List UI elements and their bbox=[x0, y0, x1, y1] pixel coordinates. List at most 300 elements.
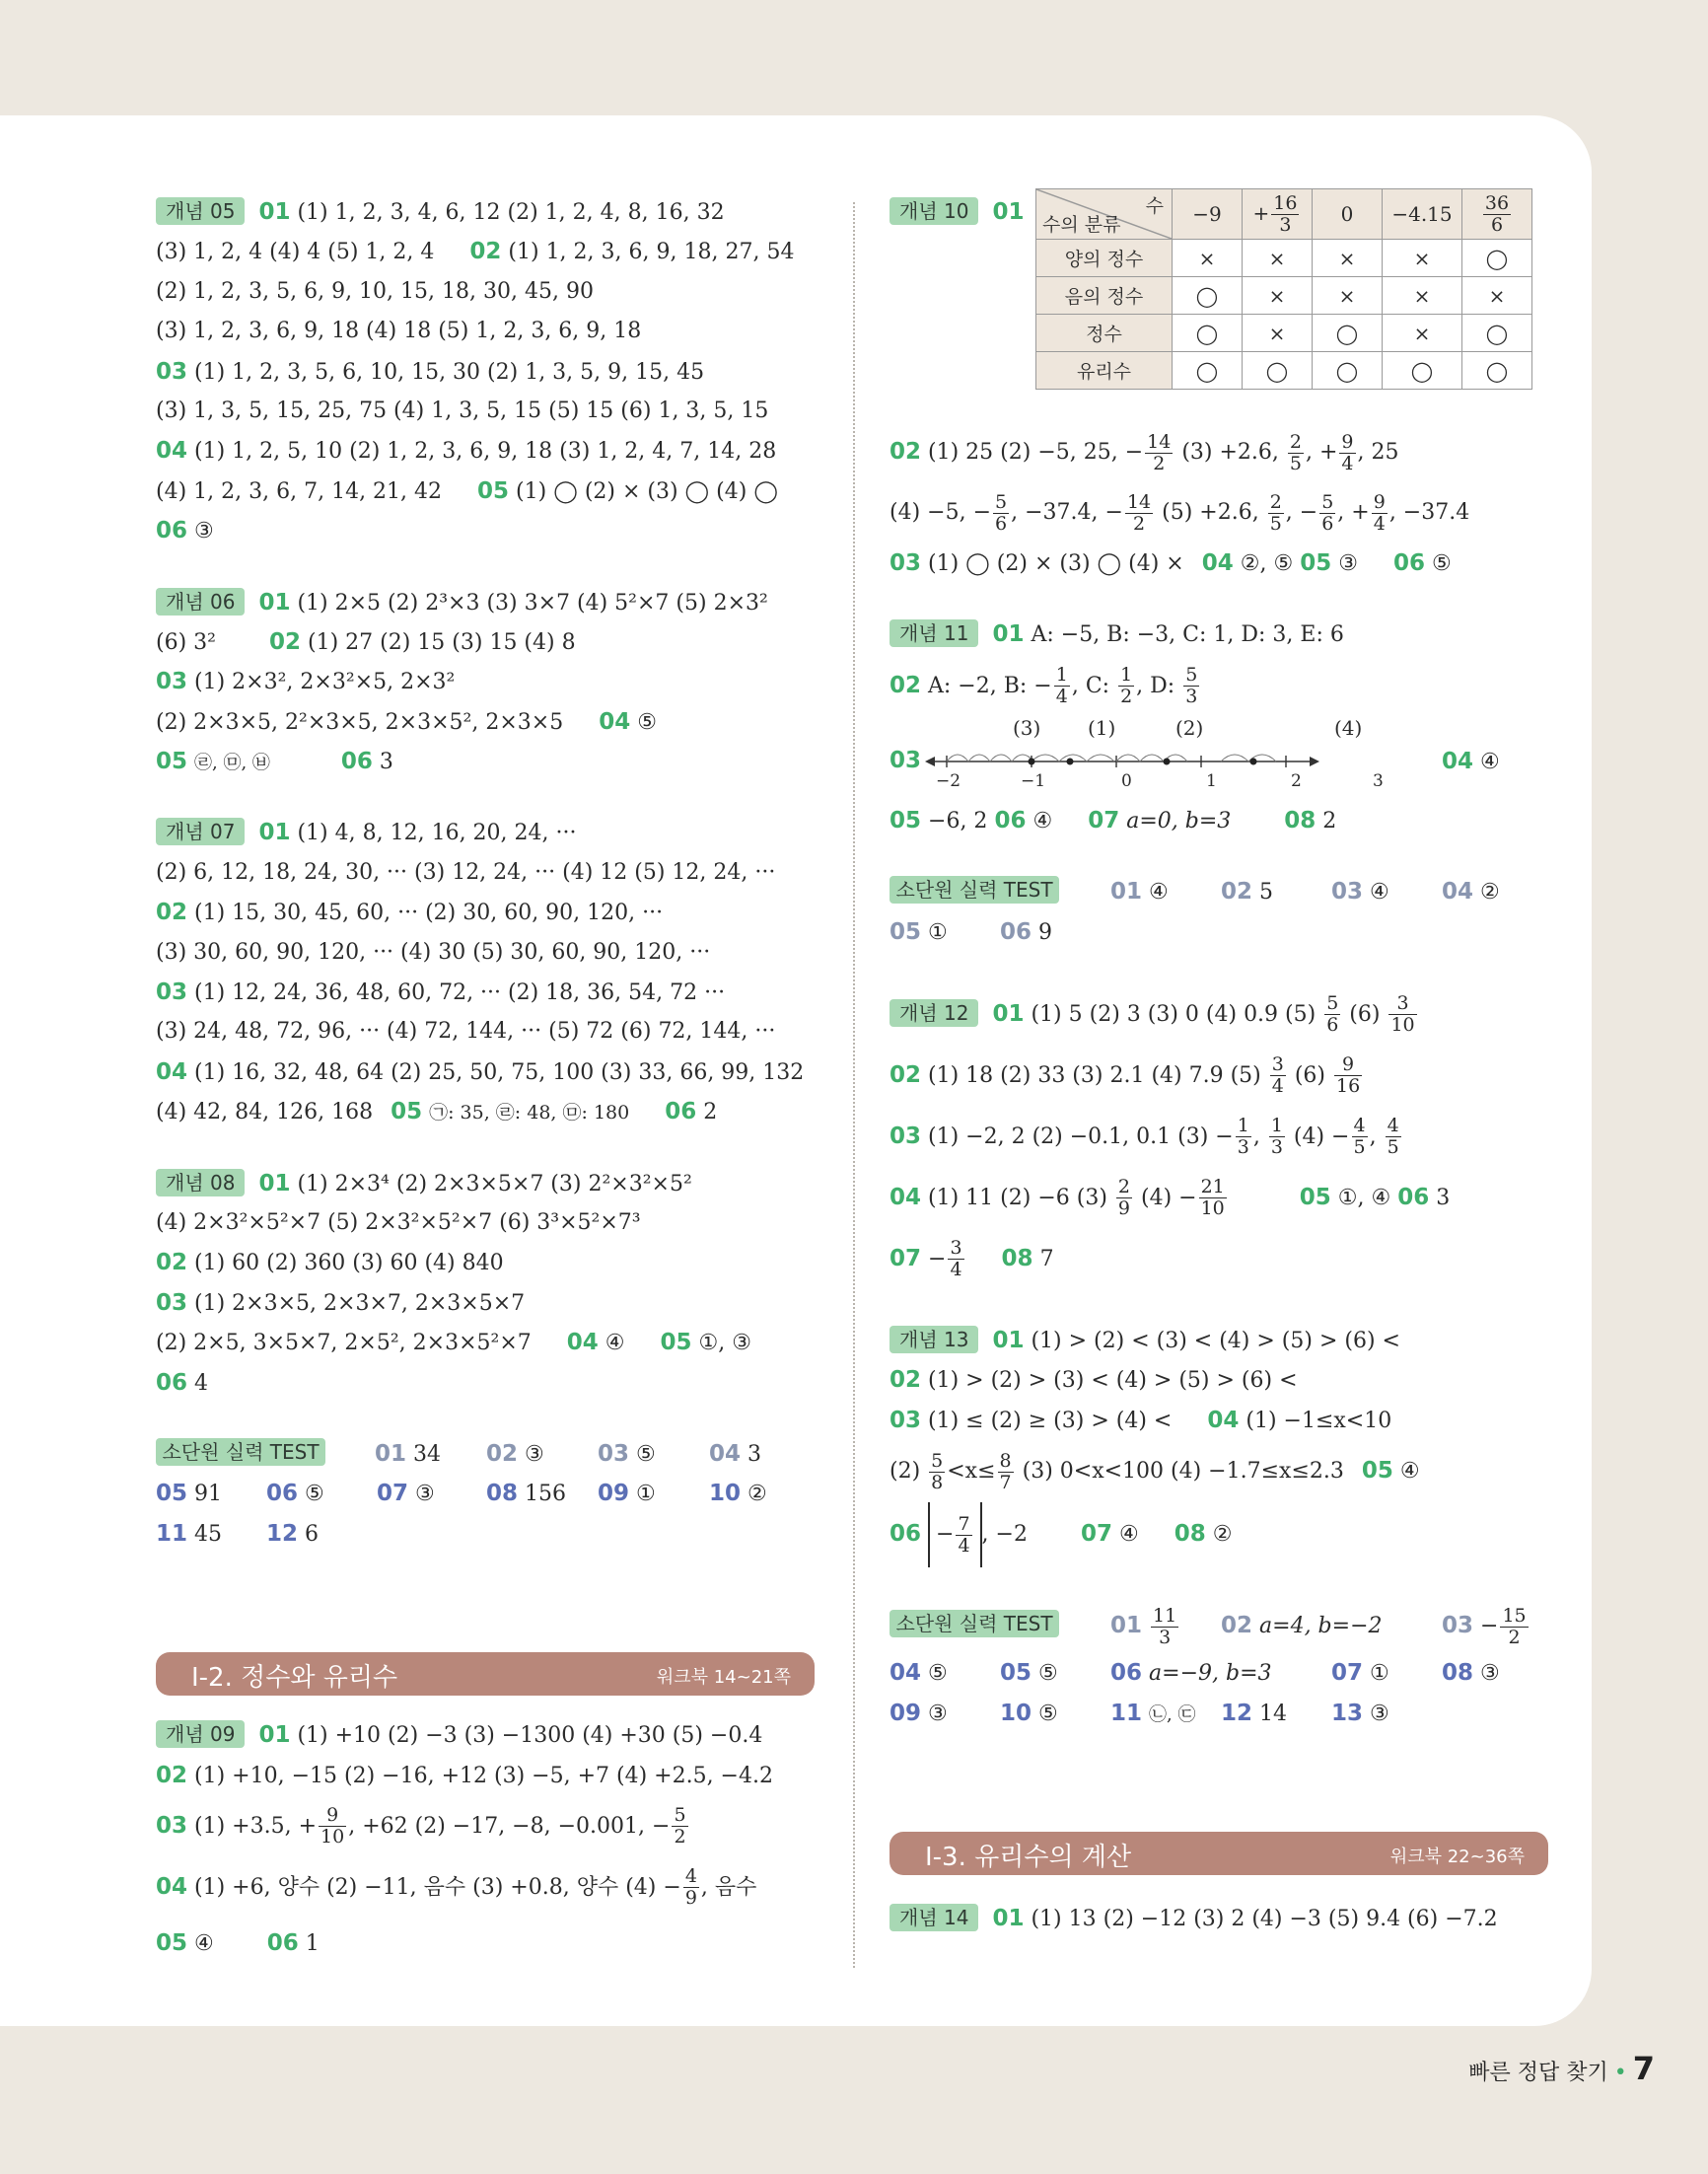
question-number: 05 bbox=[1361, 1458, 1393, 1485]
answer-line bbox=[156, 1795, 815, 1856]
question-number: 05 bbox=[1299, 1184, 1331, 1210]
right-column bbox=[890, 192, 1548, 1938]
answer-line bbox=[890, 482, 1548, 544]
answer-text: 5 bbox=[1259, 880, 1274, 906]
answer-line bbox=[890, 615, 1548, 654]
answer-text: (4) 42, 84, 126, 168 bbox=[156, 1100, 374, 1125]
answer-line: (3) 1, 2, 3, 6, 9, 18 (4) 18 (5) 1, 2, 3, 6, 9, 18 bbox=[156, 319, 642, 344]
answer-line bbox=[156, 1092, 815, 1131]
question-number: 06 bbox=[1110, 1660, 1143, 1687]
answer-text: (5) +2.6, bbox=[1155, 500, 1266, 525]
answer-text: , 25 bbox=[1357, 440, 1399, 465]
section-band bbox=[890, 1832, 1548, 1875]
question-number: 01 bbox=[258, 1722, 291, 1749]
question-number: 01 bbox=[992, 621, 1025, 648]
question-number: 03 bbox=[156, 669, 188, 695]
page-number: 7 bbox=[1632, 2050, 1655, 2087]
answer-line bbox=[156, 431, 815, 471]
answer-line bbox=[890, 1401, 1548, 1440]
answer-line bbox=[156, 813, 815, 852]
question-number: 02 bbox=[890, 672, 922, 698]
answer-text: ⑤ bbox=[1038, 1661, 1058, 1687]
answer-text: ① bbox=[928, 919, 948, 945]
question-number: 01 bbox=[992, 1000, 1025, 1027]
question-number: 06 bbox=[1000, 918, 1032, 945]
answer-line: (3) 1, 3, 5, 15, 25, 75 (4) 1, 3, 5, 15 (5) 15 (6) 1, 3, 5, 15 bbox=[156, 398, 769, 423]
fraction: $\frac{5}{6}$ bbox=[1326, 992, 1339, 1037]
concept-10-block bbox=[890, 192, 1548, 421]
question-number: 06 bbox=[1397, 1184, 1430, 1210]
question-number: 01 bbox=[992, 199, 1025, 225]
concept-tag: 개념 09 bbox=[156, 1720, 245, 1748]
answer-text: ② bbox=[1212, 1522, 1233, 1548]
answer-text: (1) +10, −15 (2) −16, +12 (3) −5, +7 (4) +2.5, −4.2 bbox=[194, 1763, 773, 1788]
answer-text: (2) 2×5, 3×5×7, 2×5², 2×3×5²×7 bbox=[156, 1331, 532, 1356]
answer-text: (1) 25 (2) −5, 25, − bbox=[928, 440, 1144, 465]
question-number: 02 bbox=[156, 1762, 188, 1788]
answer-text: ④ bbox=[194, 1930, 214, 1956]
answer-text: , −2 bbox=[981, 1522, 1028, 1548]
answer-text: (1) 12, 24, 36, 48, 60, 72, ··· (2) 18, 36, 54, 72 ··· bbox=[194, 980, 726, 1006]
question-number: 08 bbox=[1442, 1660, 1474, 1687]
answer-line bbox=[890, 421, 1548, 482]
test-line bbox=[890, 912, 1548, 952]
answer-text: (1) +3.5, + bbox=[194, 1813, 318, 1839]
question-number: 02 bbox=[469, 239, 502, 265]
number-line-row bbox=[890, 716, 1548, 793]
question-number: 07 bbox=[1080, 1521, 1112, 1548]
answer-text: (1) −2, 2 (2) −0.1, 0.1 (3) − bbox=[928, 1123, 1234, 1149]
answer-text: (4) − bbox=[1286, 1123, 1350, 1149]
answer-text: (1) 11 (2) −6 (3) bbox=[928, 1185, 1114, 1210]
fraction: $\frac{9}{4}$ bbox=[1341, 430, 1354, 474]
number-line-label: (1) bbox=[1088, 715, 1116, 740]
answer-line bbox=[156, 702, 815, 742]
answer-text: (2) 2×3×5, 2²×3×5, 2×3×5², 2×3×5 bbox=[156, 709, 564, 735]
answer-line bbox=[156, 1756, 815, 1795]
answer-text: (1) ≤ (2) ≥ (3) > (4) < bbox=[928, 1408, 1173, 1433]
fraction: $\frac{14}{2}$ bbox=[1147, 430, 1172, 474]
answer-line bbox=[890, 1167, 1548, 1228]
answer-text: ④ bbox=[605, 1331, 625, 1356]
fraction: $\frac{4}{5}$ bbox=[1353, 1115, 1366, 1159]
test-line bbox=[890, 872, 1548, 911]
question-number: 11 bbox=[156, 1520, 188, 1547]
answer-line bbox=[890, 544, 1548, 583]
answer-text: (1) ◯ (2) × (3) ◯ (4) ◯ bbox=[516, 478, 778, 504]
fraction: $\frac{9}{16}$ bbox=[1335, 1053, 1361, 1098]
question-number: 07 bbox=[1088, 807, 1120, 833]
table-row: 양의 정수 × × × × ◯ bbox=[1036, 240, 1532, 277]
answer-line bbox=[156, 192, 815, 232]
answer-text: ⑤ bbox=[1431, 551, 1452, 576]
answer-line bbox=[156, 622, 815, 662]
question-number: 02 bbox=[156, 1250, 188, 1276]
answer-text: (1) 2×3⁴ (2) 2×3×5×7 (3) 2²×3²×5² bbox=[297, 1171, 692, 1196]
question-number: 02 bbox=[1221, 1613, 1253, 1639]
answer-text: , + bbox=[1306, 440, 1338, 465]
fraction: $\frac{9}{10}$ bbox=[320, 1804, 345, 1848]
answer-text: (1) ◯ (2) × (3) ◯ (4) × bbox=[928, 551, 1184, 576]
answer-text: 2 bbox=[1322, 808, 1337, 833]
answer-line: (2) 6, 12, 18, 24, 30, ··· (3) 12, 24, ··· (4) 12 (5) 12, 24, ··· bbox=[156, 859, 776, 885]
answer-text: ㉣, ㉤, ㉥ bbox=[194, 753, 270, 774]
question-number: 01 bbox=[375, 1440, 407, 1467]
fraction: $\frac{4}{5}$ bbox=[1387, 1115, 1399, 1159]
question-number: 04 bbox=[156, 1873, 188, 1900]
answer-text: 156 bbox=[525, 1482, 567, 1507]
test-line bbox=[890, 1653, 1548, 1693]
answer-text: 7 bbox=[1039, 1246, 1054, 1271]
test-line bbox=[890, 1694, 1548, 1733]
test-line bbox=[156, 1434, 815, 1474]
answer-text: (1) −1≤x<10 bbox=[1245, 1408, 1392, 1433]
question-number: 02 bbox=[890, 1061, 922, 1088]
answer-line bbox=[156, 471, 815, 511]
corner-label-bottom: 수의 분류 bbox=[1042, 214, 1121, 236]
answer-text: 6 bbox=[305, 1521, 320, 1547]
question-number: 09 bbox=[598, 1481, 630, 1507]
answer-line bbox=[890, 1360, 1548, 1400]
absolute-value: − $\frac{7}{4}$ bbox=[928, 1502, 982, 1567]
answer-text: ④ bbox=[1032, 808, 1053, 833]
question-number: 03 bbox=[156, 358, 188, 385]
question-number: 01 bbox=[1110, 1613, 1143, 1639]
number-line-label: (2) bbox=[1175, 715, 1204, 740]
question-number: 01 bbox=[258, 820, 291, 846]
question-number: 03 bbox=[890, 1123, 922, 1149]
answer-text: ⑤ bbox=[637, 709, 657, 735]
question-number: 12 bbox=[1221, 1700, 1253, 1726]
tick-label: −1 bbox=[1021, 770, 1046, 791]
answer-text: ④ bbox=[1480, 749, 1500, 774]
answer-text: −6, 2 bbox=[928, 808, 988, 833]
question-number: 05 bbox=[1300, 550, 1332, 576]
answer-text: 1 bbox=[305, 1930, 320, 1956]
tick-label: 3 bbox=[1373, 770, 1384, 791]
workbook-pages: 워크북 22~36쪽 bbox=[1389, 1846, 1525, 1867]
section-title: Ⅰ-3. 유리수의 계산 bbox=[925, 1842, 1132, 1872]
answer-text: ① bbox=[1370, 1661, 1389, 1687]
question-number: 04 bbox=[890, 1660, 922, 1687]
question-number: 02 bbox=[890, 1367, 922, 1394]
concept-tag: 개념 07 bbox=[156, 818, 245, 845]
fraction: $\frac{3}{10}$ bbox=[1390, 992, 1415, 1037]
question-number: 06 bbox=[266, 1929, 299, 1956]
question-number: 06 bbox=[665, 1099, 697, 1125]
fraction: $\frac{11}{3}$ bbox=[1153, 1604, 1177, 1648]
question-number: 06 bbox=[1392, 550, 1425, 576]
answer-line bbox=[156, 352, 815, 392]
answer-text: a=0, b=3 bbox=[1126, 808, 1232, 833]
question-number: 11 bbox=[1110, 1700, 1143, 1726]
answer-text: 4 bbox=[194, 1370, 209, 1396]
answer-line bbox=[890, 1228, 1548, 1289]
test-line bbox=[156, 1514, 815, 1554]
concept-tag: 개념 14 bbox=[890, 1904, 978, 1931]
answer-text: (1) 1, 2, 3, 5, 6, 10, 15, 30 (2) 1, 3, 5, 9, 15, 45 bbox=[194, 359, 705, 385]
table-row: 음의 정수 ◯ × × × × bbox=[1036, 277, 1532, 315]
answer-text: a=−9, b=3 bbox=[1149, 1661, 1272, 1687]
answer-text: ①, ③ bbox=[698, 1331, 751, 1356]
answer-line bbox=[890, 1321, 1548, 1360]
answer-text: A: −5, B: −3, C: 1, D: 3, E: 6 bbox=[1031, 622, 1344, 648]
fraction: $\frac{5}{6}$ bbox=[995, 490, 1008, 535]
answer-text: ④ bbox=[1149, 880, 1169, 906]
table-corner bbox=[1036, 189, 1173, 240]
answer-text: (1) > (2) < (3) < (4) > (5) > (6) < bbox=[1031, 1328, 1400, 1353]
fraction: $\frac{15}{2}$ bbox=[1502, 1604, 1527, 1648]
answer-line bbox=[156, 1363, 815, 1403]
answer-line bbox=[156, 583, 815, 622]
answer-text: ④ bbox=[1118, 1522, 1139, 1548]
answer-text: ⑤ bbox=[305, 1482, 324, 1507]
answer-line bbox=[890, 655, 1548, 716]
answer-text: ㉠: 35, ㉣: 48, ㉤: 180 bbox=[429, 1102, 630, 1124]
test-line bbox=[890, 1598, 1548, 1653]
answer-text: ① bbox=[636, 1482, 656, 1507]
column-header: 0 bbox=[1313, 189, 1383, 240]
question-number: 08 bbox=[1174, 1521, 1206, 1548]
table-row: 유리수 ◯ ◯ ◯ ◯ ◯ bbox=[1036, 352, 1532, 390]
question-number: 06 bbox=[156, 518, 188, 544]
test-line bbox=[156, 1474, 815, 1513]
question-number: 03 bbox=[890, 1407, 922, 1433]
fraction: $\frac{1}{3}$ bbox=[1237, 1115, 1249, 1159]
bullet-icon: • bbox=[1613, 2061, 1627, 2085]
answer-text: , −37.4 bbox=[1388, 500, 1470, 525]
question-number: 05 bbox=[660, 1330, 692, 1356]
question-number: 06 bbox=[156, 1369, 188, 1396]
answer-text: 14 bbox=[1259, 1701, 1288, 1726]
question-number: 04 bbox=[1442, 748, 1474, 774]
answer-text: 45 bbox=[194, 1521, 223, 1547]
question-number: 03 bbox=[156, 1812, 188, 1839]
answer-line bbox=[156, 973, 815, 1012]
answer-line bbox=[890, 1899, 1548, 1938]
question-number: 04 bbox=[1201, 550, 1234, 576]
answer-text: (1) 1, 2, 3, 4, 6, 12 (2) 1, 2, 4, 8, 16, 32 bbox=[297, 200, 725, 225]
question-number: 02 bbox=[486, 1440, 519, 1467]
answer-line bbox=[890, 1106, 1548, 1167]
answer-line bbox=[890, 1045, 1548, 1106]
question-number: 01 bbox=[1110, 879, 1143, 906]
answer-line bbox=[156, 1856, 815, 1918]
concept-tag: 개념 12 bbox=[890, 999, 978, 1027]
answer-text: (1) > (2) > (3) < (4) > (5) > (6) < bbox=[928, 1368, 1298, 1394]
question-number: 02 bbox=[1221, 879, 1253, 906]
answer-text: (1) 2×3², 2×3²×5, 2×3² bbox=[194, 670, 456, 695]
test-tag: 소단원 실력 TEST bbox=[890, 1610, 1059, 1637]
table-row: 정수 ◯ × ◯ × ◯ bbox=[1036, 315, 1532, 352]
question-number: 09 bbox=[890, 1700, 922, 1726]
answer-text: (3) 1, 2, 4 (4) 4 (5) 1, 2, 4 bbox=[156, 240, 435, 265]
fraction: $\frac{5}{3}$ bbox=[1185, 664, 1198, 708]
answer-text: ②, ⑤ bbox=[1240, 551, 1294, 576]
answer-text: A: −2, B: − bbox=[928, 673, 1052, 698]
question-number: 06 bbox=[890, 1521, 922, 1548]
column-divider bbox=[853, 202, 855, 1968]
question-number: 05 bbox=[1000, 1660, 1032, 1687]
concept-tag: 개념 10 bbox=[890, 197, 978, 225]
answer-text: ③ bbox=[415, 1482, 435, 1507]
question-number: 05 bbox=[477, 477, 510, 504]
question-number: 03 bbox=[1442, 1613, 1474, 1639]
concept-tag: 개념 13 bbox=[890, 1326, 978, 1353]
page-footer bbox=[1468, 2050, 1655, 2087]
answer-text: − bbox=[1480, 1614, 1499, 1639]
question-number: 03 bbox=[890, 747, 922, 773]
question-number: 03 bbox=[1331, 879, 1364, 906]
answer-text: (1) 1, 2, 3, 6, 9, 18, 27, 54 bbox=[508, 240, 795, 265]
workbook-pages: 워크북 14~21쪽 bbox=[656, 1667, 791, 1689]
answer-text: ⑤ bbox=[636, 1441, 656, 1467]
question-number: 04 bbox=[156, 438, 188, 465]
answer-text: , bbox=[1369, 1123, 1384, 1149]
question-number: 05 bbox=[890, 918, 922, 945]
question-number: 07 bbox=[1331, 1660, 1364, 1687]
answer-line: (3) 30, 60, 90, 120, ··· (4) 30 (5) 30, 60, 90, 120, ··· bbox=[156, 939, 711, 965]
answer-text: ④ bbox=[1370, 880, 1389, 906]
answer-text: , − bbox=[1285, 500, 1318, 525]
answer-text: (1) 1, 2, 5, 10 (2) 1, 2, 3, 6, 9, 18 (3) 1, 2, 4, 7, 14, 28 bbox=[194, 439, 777, 465]
answer-text: ⑤ bbox=[1038, 1701, 1058, 1726]
answer-line: (3) 24, 48, 72, 96, ··· (4) 72, 144, ··· (5) 72 (6) 72, 144, ··· bbox=[156, 1019, 776, 1045]
tick-label: 2 bbox=[1291, 770, 1302, 791]
test-tag: 소단원 실력 TEST bbox=[156, 1438, 325, 1466]
fraction: $\frac{2}{9}$ bbox=[1117, 1176, 1130, 1220]
tick-label: 0 bbox=[1121, 770, 1132, 791]
answer-text: ③ bbox=[1338, 551, 1358, 576]
answer-line bbox=[156, 1052, 815, 1092]
answer-line bbox=[156, 1164, 815, 1203]
answer-line bbox=[156, 232, 815, 271]
answer-text: , −37.4, − bbox=[1011, 500, 1123, 525]
question-number: 01 bbox=[258, 589, 291, 616]
answer-text: (1) 27 (2) 15 (3) 15 (4) 8 bbox=[308, 629, 576, 655]
answer-text: (3) +2.6, bbox=[1174, 440, 1286, 465]
answer-line bbox=[156, 1243, 815, 1282]
footer-label: 빠른 정답 찾기 bbox=[1468, 2061, 1608, 2085]
fraction: $\frac{5}{6}$ bbox=[1321, 490, 1334, 535]
answer-line bbox=[156, 1715, 815, 1755]
fraction: $\frac{5}{8}$ bbox=[931, 1449, 944, 1493]
question-number: 07 bbox=[377, 1481, 409, 1507]
corner-label-top: 수 bbox=[1145, 195, 1164, 217]
question-number: 03 bbox=[598, 1440, 630, 1467]
answer-text: (6) bbox=[1342, 1001, 1388, 1027]
answer-text: ⑤ bbox=[928, 1661, 948, 1687]
question-number: 04 bbox=[1442, 879, 1474, 906]
answer-text: (2) bbox=[890, 1459, 928, 1485]
question-number: 06 bbox=[340, 749, 373, 775]
answer-line bbox=[890, 801, 1548, 840]
answer-line bbox=[156, 742, 815, 781]
answer-text: (1) 2×5 (2) 2³×3 (3) 3×7 (4) 5²×7 (5) 2×3² bbox=[297, 590, 768, 616]
answer-text: , + bbox=[1337, 500, 1370, 525]
question-number: 06 bbox=[266, 1481, 299, 1507]
question-number: 03 bbox=[156, 1289, 188, 1316]
fraction: $\frac{1}{4}$ bbox=[1055, 664, 1068, 708]
answer-text: − bbox=[928, 1246, 947, 1271]
question-number: 02 bbox=[268, 628, 301, 655]
answer-line bbox=[1442, 742, 1500, 782]
question-number: 10 bbox=[1000, 1700, 1032, 1726]
question-number: 04 bbox=[599, 708, 631, 735]
concept-tag: 개념 05 bbox=[156, 197, 245, 225]
answer-line bbox=[156, 511, 815, 550]
answer-text: ④ bbox=[1399, 1459, 1420, 1485]
answer-text: 3 bbox=[379, 750, 393, 775]
answer-line bbox=[156, 1283, 815, 1323]
answer-text: , C: bbox=[1071, 673, 1117, 698]
answer-text: (1) +6, 양수 (2) −11, 음수 (3) +0.8, 양수 (4) − bbox=[194, 1874, 681, 1900]
question-number: 08 bbox=[486, 1481, 519, 1507]
question-number: 01 bbox=[258, 199, 291, 225]
answer-text: <x≤ bbox=[947, 1459, 996, 1485]
answer-text: (1) 18 (2) 33 (3) 2.1 (4) 7.9 (5) bbox=[928, 1062, 1268, 1088]
fraction: $\frac{14}{2}$ bbox=[1126, 490, 1152, 535]
question-number: 07 bbox=[890, 1245, 922, 1271]
answer-text: 34 bbox=[413, 1441, 442, 1467]
answer-text: (1) 5 (2) 3 (3) 0 (4) 0.9 (5) bbox=[1031, 1001, 1323, 1027]
fraction: $\frac{5}{2}$ bbox=[674, 1804, 686, 1848]
question-number: 13 bbox=[1331, 1700, 1364, 1726]
answer-line bbox=[890, 1501, 1548, 1566]
fraction: $\frac{1}{3}$ bbox=[1270, 1115, 1283, 1159]
answer-line bbox=[156, 662, 815, 701]
question-number: 08 bbox=[1001, 1245, 1033, 1271]
answer-line bbox=[890, 983, 1548, 1045]
answer-text: (1) 13 (2) −12 (3) 2 (4) −3 (5) 9.4 (6) −7.2 bbox=[1031, 1906, 1498, 1931]
answer-text: ㉡, ㉢ bbox=[1149, 1703, 1196, 1725]
question-number: 04 bbox=[709, 1440, 742, 1467]
answer-line bbox=[156, 893, 815, 932]
answer-text: 91 bbox=[194, 1482, 223, 1507]
answer-text: 9 bbox=[1038, 919, 1053, 945]
question-number: 04 bbox=[156, 1058, 188, 1085]
question-number: 01 bbox=[258, 1170, 291, 1196]
question-number: 01 bbox=[992, 1905, 1025, 1931]
answer-text: , +62 (2) −17, −8, −0.001, − bbox=[348, 1813, 671, 1839]
answer-text: a=4, b=−2 bbox=[1259, 1614, 1383, 1639]
column-header: $\frac{36}{6}$ bbox=[1462, 189, 1532, 240]
answer-text: , D: bbox=[1136, 673, 1182, 698]
concept-tag: 개념 11 bbox=[890, 619, 978, 647]
question-number: 05 bbox=[156, 1481, 188, 1507]
answer-line bbox=[156, 1323, 815, 1362]
answer-line: (2) 1, 2, 3, 5, 6, 9, 10, 15, 18, 30, 45, 90 bbox=[156, 278, 594, 304]
question-number: 05 bbox=[156, 749, 188, 775]
fraction: $\frac{2}{5}$ bbox=[1269, 490, 1282, 535]
tick-label: 1 bbox=[1206, 770, 1217, 791]
answer-text: (4) −5, − bbox=[890, 500, 992, 525]
answer-text: (1) 15, 30, 45, 60, ··· (2) 30, 60, 90, 120, ··· bbox=[194, 901, 664, 926]
fraction: $\frac{9}{4}$ bbox=[1373, 490, 1386, 535]
answer-text: (4) 1, 2, 3, 6, 7, 14, 21, 42 bbox=[156, 478, 443, 504]
answer-text: (1) 4, 8, 12, 16, 20, 24, ··· bbox=[297, 821, 577, 846]
answer-text: (4) − bbox=[1134, 1185, 1197, 1210]
answer-text: ③ bbox=[525, 1441, 544, 1467]
answer-text: (1) 2×3×5, 2×3×7, 2×3×5×7 bbox=[194, 1290, 526, 1316]
answer-line bbox=[890, 1440, 1548, 1501]
column-header: −9 bbox=[1173, 189, 1243, 240]
question-number: 04 bbox=[1207, 1407, 1240, 1433]
question-number: 04 bbox=[890, 1184, 922, 1210]
question-number: 06 bbox=[994, 807, 1027, 833]
answer-text: 3 bbox=[1436, 1185, 1451, 1210]
column-header: −4.15 bbox=[1383, 189, 1462, 240]
